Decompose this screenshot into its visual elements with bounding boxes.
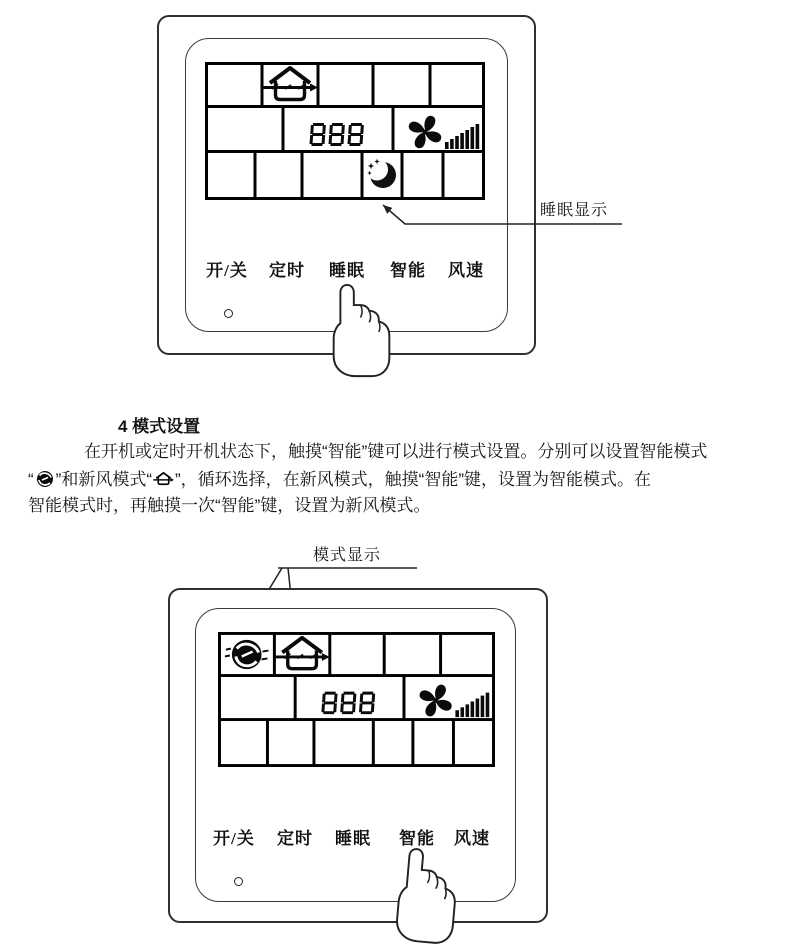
key-timer: 定时 xyxy=(277,829,313,848)
pointing-hand xyxy=(388,847,475,944)
sleep-display-label: 睡眠显示 xyxy=(540,202,609,219)
body-line-2: “ ”和新风模式“ ”，循环选择，在新风模式，触摸“智能”键，设置为智能模式。在 xyxy=(28,470,651,489)
key-smart: 智能 xyxy=(399,829,435,848)
smart-mode-ball-icon xyxy=(35,469,55,489)
key-power: 开/关 xyxy=(206,261,248,280)
mode-display-label: 模式显示 xyxy=(313,547,382,564)
bottom-lcd-display xyxy=(218,632,495,767)
key-speed: 风速 xyxy=(454,829,490,848)
indicator-led xyxy=(224,309,233,318)
key-speed: 风速 xyxy=(448,261,484,280)
top-lcd-display xyxy=(205,62,485,200)
key-timer: 定时 xyxy=(269,261,305,280)
key-power: 开/关 xyxy=(213,829,255,848)
key-sleep: 睡眠 xyxy=(329,261,365,280)
key-sleep: 睡眠 xyxy=(335,829,371,848)
pointing-hand xyxy=(318,283,405,379)
section-heading: 4 模式设置 xyxy=(118,417,201,436)
body-line-3: 智能模式时，再触摸一次“智能”键，设置为新风模式。 xyxy=(28,496,431,515)
house-airflow-icon xyxy=(153,469,174,489)
key-smart: 智能 xyxy=(390,261,426,280)
body-line-1: 在开机或定时开机状态下，触摸“智能”键可以进行模式设置。分别可以设置智能模式 xyxy=(84,442,708,461)
indicator-led xyxy=(234,877,243,886)
